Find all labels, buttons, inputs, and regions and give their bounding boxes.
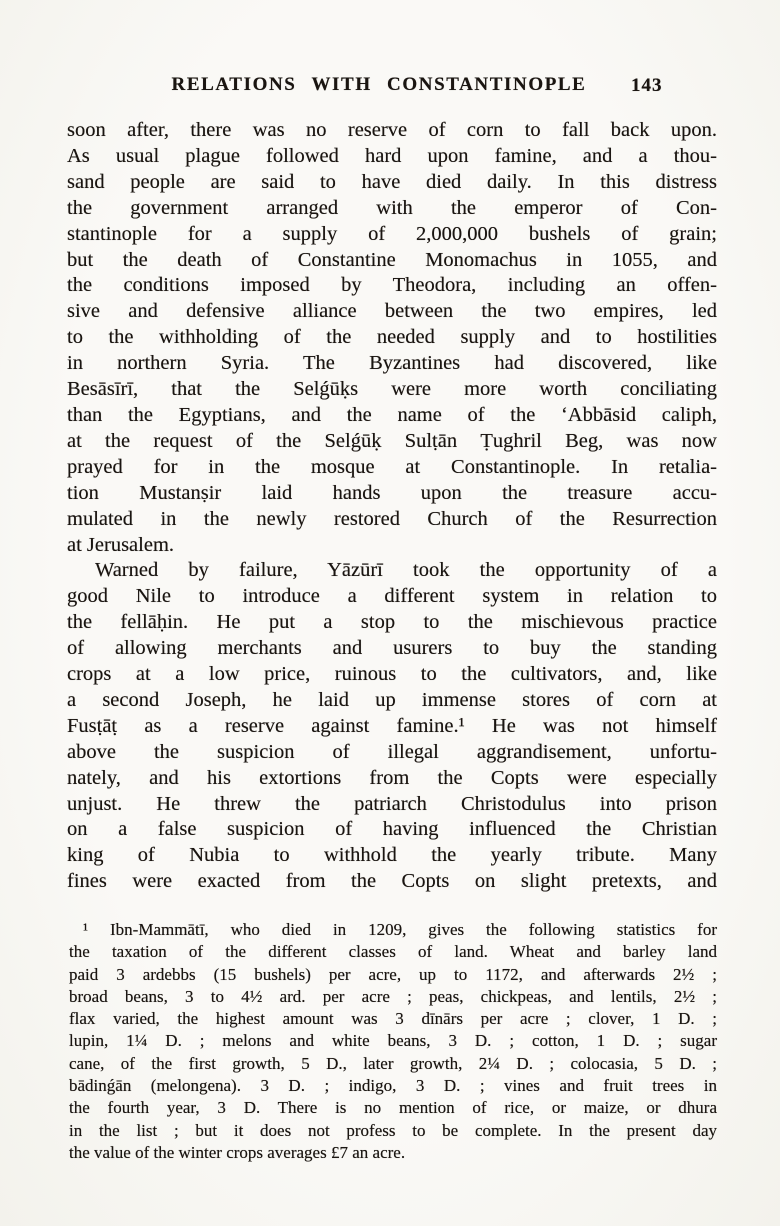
text-line: the value of the winter crops averages £7 an acre. [69,1142,406,1162]
text-line: ¹ Ibn-Mammātī, who died in 1209, gives the following statistics for [83,920,717,939]
text-line: fines were exacted from the Copts on slight pretexts, and [67,870,717,893]
text-line: king of Nubia to withhold the yearly tribute. Many [67,844,717,867]
text-line: flax varied, the highest amount was 3 dīnārs per acre ; clover, 1 D. ; [69,1009,717,1029]
text-line: bādinǵān (melongena). 3 D. ; indigo, 3 D. ; vines and fruit trees in [69,1076,717,1096]
text-line: to the withholding of the needed supply and to hostilities [67,326,717,349]
text-line: the fellāḥin. He put a stop to the mischievous practice [67,611,717,634]
text-line: at the request of the Selǵūḳ Sulṭān Ṭughril Beg, was now [67,429,717,452]
footnote [69,919,717,1164]
text-line: above the suspicion of illegal aggrandisement, unfortu- [67,740,717,763]
text-line: cane, of the first growth, 5 D., later growth, 2¼ D. ; colocasia, 5 D. ; [69,1053,717,1073]
text-line: stantinople for a supply of 2,000,000 bushels of grain; [67,222,717,245]
text-line: paid 3 ardebbs (15 bushels) per acre, up to 1172, and afterwards 2½ ; [69,964,717,984]
text-line: sand people are said to have died daily. In this distress [67,170,717,193]
text-line: Warned by failure, Yāzūrī took the opportunity of a [95,559,717,582]
text-line: lupin, 1¼ D. ; melons and white beans, 3 D. ; cotton, 1 D. ; sugar [69,1031,717,1051]
text-line: but the death of Constantine Monomachus in 1055, and [67,248,717,271]
text-line: Fusṭāṭ as a reserve against famine.¹ He was not himself [67,714,717,737]
text-line: Besāsīrī, that the Selǵūḳs were more worth conciliating [67,378,717,401]
text-line: the government arranged with the emperor of Con- [67,196,717,219]
text-line: on a false suspicion of having influenced the Christian [67,818,717,841]
text-line: in the list ; but it does not profess to be complete. In the present day [69,1120,717,1140]
page-header [67,74,717,100]
text-line: tion Mustanṣir laid hands upon the treasure accu- [67,481,717,504]
text-line: at Jerusalem. [67,533,175,556]
text-line: soon after, there was no reserve of corn to fall back upon. [67,119,717,141]
text-line: broad beans, 3 to 4½ ard. per acre ; peas, chickpeas, and lentils, 2½ ; [69,986,717,1006]
text-line: sive and defensive alliance between the two empires, led [67,300,717,323]
text-line: crops at a low price, ruinous to the cultivators, and, like [67,663,717,686]
text-line: unjust. He threw the patriarch Christodulus into prison [67,792,717,815]
text-line: than the Egyptians, and the name of the ‘Abbāsid caliph, [67,403,717,426]
text-line: in northern Syria. The Byzantines had discovered, like [67,352,717,375]
text-line: the conditions imposed by Theodora, including an offen- [67,274,717,297]
text-line: prayed for in the mosque at Constantinople. In retalia- [67,455,717,478]
text-line: of allowing merchants and usurers to buy the standing [67,637,717,660]
paragraph-1 [67,118,717,558]
text-line: good Nile to introduce a different system in relation to [67,585,717,608]
running-title: RELATIONS WITH CONSTANTINOPLE [171,74,587,95]
text-line: mulated in the newly restored Church of the Resurrection [67,507,717,530]
text-line: As usual plague followed hard upon famine, and a thou- [67,144,717,167]
paragraph-2 [67,558,717,895]
page-number: 143 [631,75,663,96]
text-line: the taxation of the different classes of land. Wheat and barley land [69,942,717,962]
text-line: nately, and his extortions from the Copts were especially [67,766,717,789]
text-line: the fourth year, 3 D. There is no mention of rice, or maize, or dhura [69,1098,717,1118]
text-line: a second Joseph, he laid up immense stores of corn at [67,688,717,711]
body-text [67,118,717,895]
